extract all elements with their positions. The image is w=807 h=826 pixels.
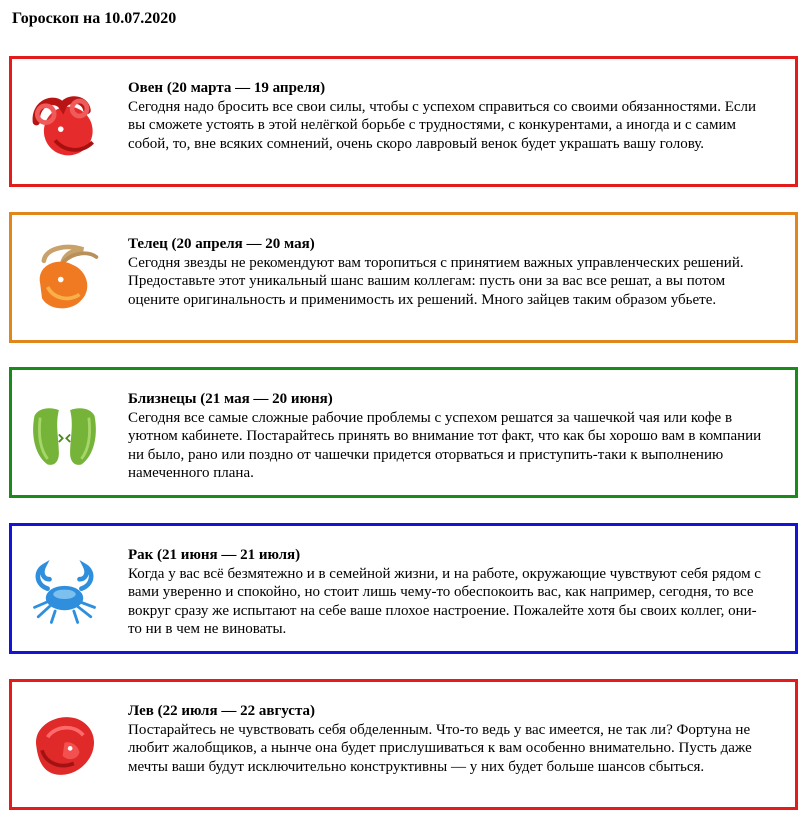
horoscope-card-aries [9, 56, 798, 187]
gemini-icon [27, 397, 102, 472]
horoscope-card-leo [9, 679, 798, 810]
horoscope-card-gemini [9, 367, 798, 498]
sign-title-gemini: Близнецы (21 мая — 20 июня) [128, 391, 333, 407]
sign-text-leo: Постарайтесь не чувствовать себя обделенным. Что-то ведь у вас имеется, не так ли? Фортуна не любит жалобщиков, а нынче она будет прислушиваться к вам особенно внимательно. Пусть даже мечты ваши будут исключительно конструктивны — у них будет больше шансов сбыться. [128, 721, 752, 775]
leo-icon [27, 709, 102, 784]
page-title: Гороскоп на 10.07.2020 [12, 10, 177, 27]
horoscope-card-taurus [9, 212, 798, 343]
sign-title-aries: Овен (20 марта — 19 апреля) [128, 80, 326, 96]
sign-title-taurus: Телец (20 апреля — 20 мая) [128, 236, 315, 252]
horoscope-card-cancer [9, 523, 798, 654]
taurus-icon [27, 242, 102, 317]
sign-text-taurus: Сегодня звезды не рекомендуют вам торопиться с принятием важных управленческих решений. Предоставьте этот уникальный шанс вашим коллегам: пусть они за вас все решат, а вы потом оцените оригинальность и применимость их решений. Много зайцев таким образом убьете. [128, 254, 744, 308]
aries-icon [27, 86, 102, 161]
sign-title-leo: Лев (22 июля — 22 августа) [128, 703, 315, 719]
sign-text-gemini: Сегодня все самые сложные рабочие проблемы с успехом решатся за чашечкой чая или кофе в уютном кабинете. Постарайтесь принять во внимание тот факт, что как бы хорошо вам в компании ни было, рано или поздно от чашечки придется оторваться и приступить-таки к выполнению намеченного плана. [128, 409, 762, 482]
sign-text-aries: Сегодня надо бросить все свои силы, чтобы с успехом справиться со своими обязанностями. Если вы сможете устоять в этой нелёгкой борьбе с трудностями, с конкурентами, а иногда и с самим собой, то, вне всяких сомнений, очень скоро лавровый венок будет украшать вашу голову. [128, 98, 757, 152]
sign-text-cancer: Когда у вас всё безмятежно и в семейной жизни, и на работе, окружающие чувствуют себя рядом с вами уверенно и спокойно, но стоит лишь чему-то обеспокоить вас, как например, сегодня, то все вокруг сразу же испытают на себе ваше плохое настроение. Пожалейте хотя бы своих коллег, они-то ни в чем не виноваты. [128, 565, 761, 638]
sign-title-cancer: Рак (21 июня — 21 июля) [128, 547, 301, 563]
cancer-icon [27, 553, 102, 628]
